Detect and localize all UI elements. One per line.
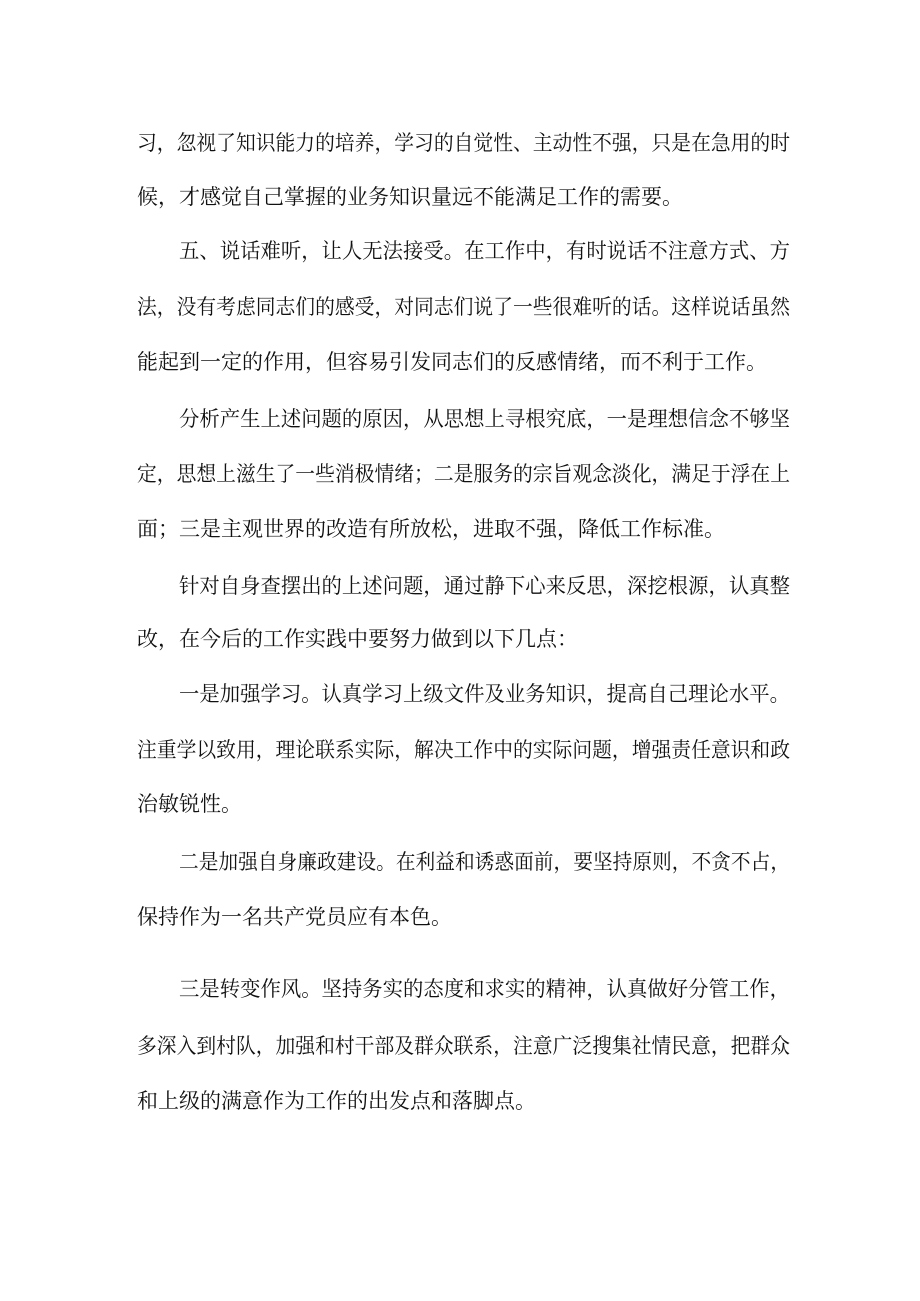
paragraph-line: 改，在今后的工作实践中要努力做到以下几点：	[137, 627, 578, 651]
paragraph-line: 习，忽视了知识能力的培养，学习的自觉性、主动性不强，只是在急用的时	[137, 131, 791, 155]
paragraph-line: 候，才感觉自己掌握的业务知识量远不能满足工作的需要。	[137, 185, 683, 209]
paragraph-line: 五、说话难听，让人无法接受。在工作中，有时说话不注意方式、方	[179, 239, 790, 263]
paragraph-line: 和上级的满意作为工作的出发点和落脚点。	[137, 1089, 536, 1113]
paragraph-line: 保持作为一名共产党员应有本色。	[137, 905, 452, 929]
paragraph-line: 注重学以致用，理论联系实际，解决工作中的实际问题，增强责任意识和政	[137, 738, 791, 762]
paragraph-line: 多深入到村队，加强和村干部及群众联系，注意广泛搜集社情民意，把群众	[137, 1034, 791, 1058]
paragraph-line: 能起到一定的作用，但容易引发同志们的反感情绪，而不利于工作。	[137, 350, 767, 374]
paragraph-line: 二是加强自身廉政建设。在利益和诱惑面前，要坚持原则，不贪不占，	[179, 850, 791, 874]
paragraph-line: 定，思想上滋生了一些消极情绪；二是服务的宗旨观念淡化，满足于浮在上	[137, 462, 791, 486]
paragraph-line: 分析产生上述问题的原因，从思想上寻根究底，一是理想信念不够坚	[179, 407, 790, 431]
paragraph-line: 一是加强学习。认真学习上级文件及业务知识，提高自己理论水平。	[179, 682, 790, 706]
paragraph-line: 治敏锐性。	[137, 792, 242, 816]
paragraph-line: 面；三是主观世界的改造有所放松，进取不强，降低工作标准。	[137, 517, 725, 541]
paragraph-line: 法，没有考虑同志们的感受，对同志们说了一些很难听的话。这样说话虽然	[137, 295, 791, 319]
paragraph-line: 针对自身查摆出的上述问题，通过静下心来反思，深挖根源，认真整	[179, 574, 790, 598]
paragraph-line: 三是转变作风。坚持务实的态度和求实的精神，认真做好分管工作，	[179, 977, 790, 1001]
